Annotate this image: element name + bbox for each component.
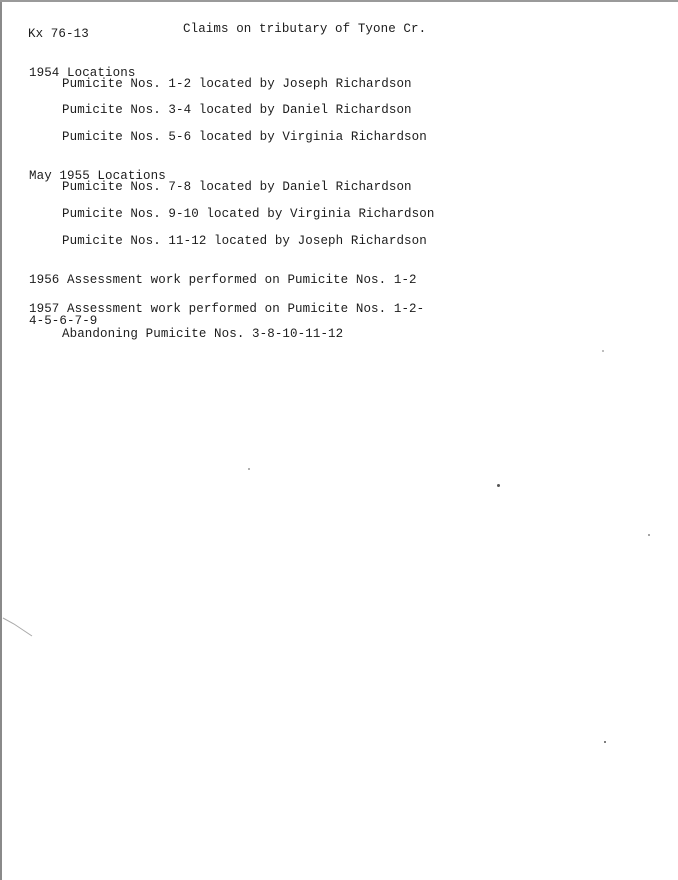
claim-entry: Pumicite Nos. 1-2 located by Joseph Richardson: [62, 77, 412, 91]
scan-top-edge: [0, 0, 678, 2]
claim-entry: Pumicite Nos. 5-6 located by Virginia Richardson: [62, 130, 427, 144]
claim-entry: Pumicite Nos. 3-4 located by Daniel Richardson: [62, 103, 412, 117]
assessment-1957: 1957 Assessment work performed on Pumicite Nos. 1-2-: [29, 302, 425, 316]
file-reference: Kx 76-13: [28, 27, 89, 41]
scan-left-edge: [0, 0, 2, 880]
scan-speck: [604, 741, 606, 743]
claim-entry: Pumicite Nos. 11-12 located by Joseph Richardson: [62, 234, 427, 248]
assessment-1957-continued: 4-5-6-7-9: [29, 314, 98, 328]
scan-speck: [497, 484, 500, 487]
claim-entry: Pumicite Nos. 9-10 located by Virginia Richardson: [62, 207, 435, 221]
claim-entry: Pumicite Nos. 7-8 located by Daniel Richardson: [62, 180, 412, 194]
scan-mark: [2, 612, 36, 638]
scan-speck: [248, 468, 250, 470]
scan-speck: [602, 350, 604, 352]
assessment-1956: 1956 Assessment work performed on Pumicite Nos. 1-2: [29, 273, 417, 287]
scan-speck: [648, 534, 650, 536]
section-heading-1954: 1954 Locations: [29, 66, 136, 80]
section-heading-1955: May 1955 Locations: [29, 169, 166, 183]
document-title: Claims on tributary of Tyone Cr.: [183, 22, 427, 36]
abandonment-note: Abandoning Pumicite Nos. 3-8-10-11-12: [62, 327, 344, 341]
